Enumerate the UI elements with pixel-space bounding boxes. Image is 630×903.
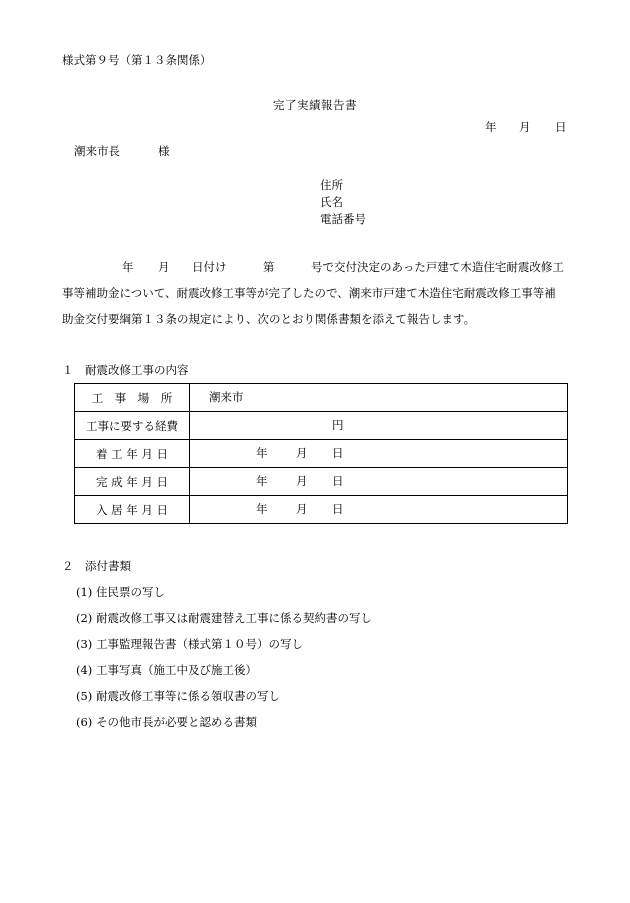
completion-date-day: 日	[332, 474, 344, 488]
table-row	[75, 412, 568, 440]
work-location-value-cell	[190, 384, 568, 412]
move-in-date-label: 入 居 年 月 日	[75, 496, 190, 524]
list-item: (6) その他市長が必要と認める書類	[76, 715, 257, 729]
work-cost-value-cell	[190, 412, 568, 440]
report-date-day: 日	[555, 120, 567, 134]
decision-month-label: 月	[158, 260, 170, 274]
body-line-2: 事等補助金について、耐震改修工事等が完了したので、潮来市戸建て木造住宅耐震改修工事等補	[62, 286, 556, 300]
move-in-date-year: 年	[256, 502, 268, 516]
honorific: 様	[158, 144, 170, 158]
work-cost-yen-unit: 円	[332, 418, 344, 432]
completion-date-year: 年	[256, 474, 268, 488]
document-title: 完了実績報告書	[273, 98, 357, 112]
move-in-date-value-cell	[190, 496, 568, 524]
completion-date-month: 月	[296, 474, 308, 488]
completion-date-label: 完 成 年 月 日	[75, 468, 190, 496]
form-number: 様式第９号（第１３条関係）	[62, 53, 212, 67]
work-cost-label: 工事に要する経費	[75, 412, 190, 440]
decision-year-label: 年	[122, 260, 134, 274]
applicant-address-label: 住所	[320, 178, 343, 192]
table-row	[75, 384, 568, 412]
completion-date-value-cell	[190, 468, 568, 496]
work-location-value: 潮来市	[209, 390, 244, 404]
start-date-day: 日	[332, 446, 344, 460]
list-item: (4) 工事写真（施工中及び施工後）	[76, 663, 257, 677]
start-date-label: 着 工 年 月 日	[75, 440, 190, 468]
list-item: (5) 耐震改修工事等に係る領収書の写し	[76, 689, 280, 703]
decision-day-label: 日付け	[192, 260, 227, 274]
list-item: (1) 住民票の写し	[76, 585, 165, 599]
applicant-phone-label: 電話番号	[320, 212, 366, 226]
body-line-1: 号で交付決定のあった戸建て木造住宅耐震改修工	[311, 260, 564, 274]
section-2-heading: ２ 添付書類	[62, 559, 131, 573]
move-in-date-day: 日	[332, 502, 344, 516]
decision-no-label: 第	[263, 260, 275, 274]
section-1-heading: １ 耐震改修工事の内容	[62, 363, 189, 377]
work-location-label: 工 事 場 所	[75, 384, 190, 412]
start-date-year: 年	[256, 446, 268, 460]
addressee: 潮来市長	[74, 144, 120, 158]
applicant-name-label: 氏名	[320, 195, 343, 209]
body-line-3: 助金交付要綱第１３条の規定により、次のとおり関係書類を添えて報告します。	[62, 312, 476, 326]
report-date-year: 年	[485, 120, 497, 134]
start-date-month: 月	[296, 446, 308, 460]
report-date-month: 月	[519, 120, 531, 134]
table-row	[75, 468, 568, 496]
list-item: (2) 耐震改修工事又は耐震建替え工事に係る契約書の写し	[76, 611, 372, 625]
table-row	[75, 496, 568, 524]
list-item: (3) 工事監理報告書（様式第１０号）の写し	[76, 637, 303, 651]
work-details-table	[74, 383, 568, 524]
start-date-value-cell	[190, 440, 568, 468]
table-row	[75, 440, 568, 468]
move-in-date-month: 月	[296, 502, 308, 516]
